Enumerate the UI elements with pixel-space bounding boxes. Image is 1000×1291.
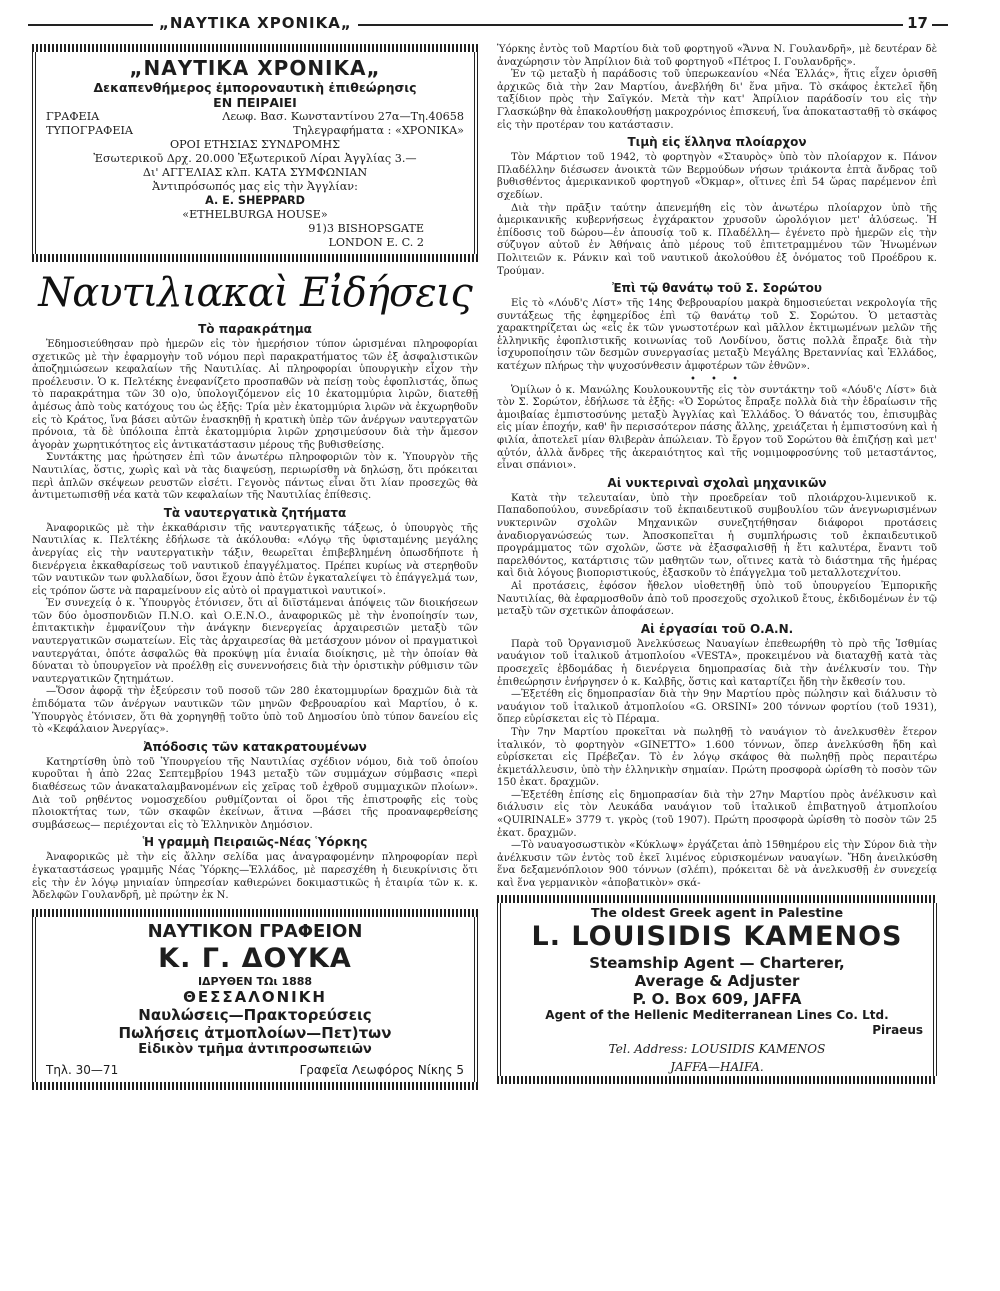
article-withholding — [32, 322, 478, 503]
article-heading: Αἱ ἐργασίαι τοῦ Ο.Α.Ν. — [640, 621, 794, 636]
rep-house: «ETHELBURGA HOUSE» — [182, 208, 328, 221]
masthead-box — [32, 52, 478, 254]
rep-line: Ἀντιπρόσωπός μας εἰς τὴν Ἀγγλίαν: — [152, 180, 358, 193]
article-heading: Ἀπόδοσις τῶν κατακρατουμένων — [143, 739, 367, 754]
ad-douka-tel: Τηλ. 30—71 — [46, 1062, 119, 1077]
ad-louisidis-line5: Piraeus — [872, 1022, 923, 1037]
rep-name: A. E. SHEPPARD — [205, 194, 305, 207]
article-continuation — [497, 44, 937, 132]
ad-louisidis — [497, 895, 937, 1084]
left-column — [32, 44, 478, 1090]
article-paragraph: Ἐδημοσιεύθησαν πρὸ ἡμερῶν εἰς τὸν ἡμερήσιον τύπον ὡρισμέναι πληροφορίαι σχετικῶς μὲ τὴν ἐφαρμογὴν τοῦ νόμου περὶ παρακρατήματος τῶν ἐξ ἀσφαλιστικῶν ἀποζημιώσεων κεφαλαίων τῆς Ναυτιλίας. Αἱ πληροφορίαι ὑπουργικὴν εἶχον τὴν προέλευσιν. Ὁ κ. Πελτέκης ἐνεφανίζετο προσπαθῶν νὰ πείσῃ τοὺς ἐφοπλιστάς, ὅπως τὸ παρακράτημα τῶν 30 ο)ο, ὑπολογιζόμενον εἰς 10 ἑκατομμύρια λιρῶν, διατεθῇ ἀμέσως ἀπὸ τοὺς κατόχους του ὡς ἑξῆς: Τρία μὲν ἑκατομμύρια λιρῶν νὰ ἐκχωρηθοῦν εἰς τὸ Κράτος, ἵνα βάσει αὐτῶν ἐνασκηθῇ ἡ κρατικὴ ὑπὲρ τῶν ἀνέργων ναυτεργατῶν πρόνοια, τὰ δὲ ὑπόλοιπα ἑπτὰ ἑκατομμύρια λιρῶν χρησιμεύσουν διὰ τὴν ἄμεσον ἀγορὰν χωρητικότητος εἰς ἀντικατάστασιν μέρους τῆς βυθισθείσης. — [32, 339, 478, 451]
ad-douka-footer — [46, 1062, 464, 1078]
article-return-of-detained — [32, 740, 478, 833]
ad-stripe-top — [32, 909, 478, 917]
running-title: „ΝΑΥΤΙΚΑ ΧΡΟΝΙΚΑ„ — [153, 14, 358, 32]
article-piraeus-ny-line — [32, 835, 478, 902]
article-paragraph: Ἀναφορικῶς μὲ τὴν εἰς ἄλλην σελίδα μας ἀναγραφομένην πληροφορίαν περὶ ἐγκαταστάσεως γραμμῆς Νέας Ὑόρκης—Ἑλλάδος, μὲ παρεσχέθη ἡ διευκρίνισις ὅτι εἰς τὴν ἐν λόγῳ μηνιαίαν ὑπηρεσίαν καθιερώνει δοκιμαστικῶς ἡ ἑταιρία τῶν κ. κ. Ἀδελφῶν Γουλανδρῆ, μὲ πρώτην ἐκ Ν. — [32, 852, 478, 902]
article-paragraph: Εἰς τὸ «Λόυδ'ς Λίστ» τῆς 14ης Φεβρουαρίου μακρὰ δημοσιεύεται νεκρολογία τῆς συντάξεως τῆς ἐφημερίδος ἐπὶ τῷ θανάτῳ τοῦ Σ. Σορώτου. Ὁ μεταστὰς χαρακτηρίζεται ὡς «εἷς ἐκ τῶν γνωστοτέρων καὶ μᾶλλον ἐκτιμωμένων μελῶν τῆς ἑλληνικῆς ἐφοπλιστικῆς κοινωνίας τοῦ Λονδίνου, ὅστις πολλὰ ἔπραξε διὰ τὴν ἰσχυροποίησιν τῶν δεσμῶν συνεργασίας μεταξὺ Μεγάλης Βρεταννίας καὶ Ἑλλάδος, κατέχων πλήρως τὴν ψυχοσύνθεσιν ἀμφοτέρων τῶν ἐθνῶν». — [497, 298, 937, 373]
ad-douka-box — [32, 917, 478, 1082]
ad-stripe-top — [497, 895, 937, 903]
article-paragraph: Ὑόρκης ἐντὸς τοῦ Μαρτίου διὰ τοῦ φορτηγοῦ «Ἄννα Ν. Γουλανδρῆ», μὲ δευτέραν δὲ ἀναχώρησιν τὸν Ἀπρίλιον διὰ τοῦ φορτηγοῦ «Πέτρος Ι. Γουλανδρῆς». — [497, 44, 937, 68]
masthead-stripe-bottom — [32, 254, 478, 262]
ad-louisidis-box — [497, 903, 937, 1076]
article-heading: Τὸ παρακράτημα — [198, 322, 312, 336]
running-header — [28, 14, 968, 36]
article-paragraph: —Ἐξετέθη ἐπίσης εἰς δημοπρασίαν διὰ τὴν 27ην Μαρτίου πρὸς ἀνέλκυσιν καὶ διάλυσιν εἰς τὸν Λευκάδα ναυάγιον τοῦ ἰταλικοῦ ἐπιβατηγοῦ ἀτμοπλοίου «QUIRINALE» 3779 τ. γκρὸς (τοῦ 1907). Πρώτη προσφορὰ ὡρίσθη τὸ ποσὸν τῶν 25 ἑκατ. δραχμῶν. — [497, 789, 937, 839]
ad-douka-name: Κ. Γ. ΔΟΥΚΑ — [158, 942, 352, 974]
article-paragraph: Συντάκτης μας ἠρώτησεν ἐπὶ τῶν ἀνωτέρω πληροφοριῶν τὸν κ. Ὑπουργὸν τῆς Ναυτιλίας, ὅστις, χωρὶς καὶ νὰ τὰς διαψεύσῃ, περιωρίσθη νὰ δηλώσῃ, ὅτι πρόκειται περὶ ἁπλῶν σκέψεων ρευστῶν εἰσέτι. Γεγονὸς πάντως εἶναι ὅτι λίαν προσεχῶς θὰ ἀντιμετωπισθῇ νέα κατὰ τῶν κεφαλαίων τῆς Ναυτιλίας ἐπίθεσις. — [32, 452, 478, 502]
ad-louisidis-top: The oldest Greek agent in Palestine — [590, 904, 844, 920]
article-paragraph: —Τὸ ναυαγοσωστικὸν «Κύκλωψ» ἐργάζεται ἀπὸ 15θημέρου εἰς τὴν Σύρον διὰ τὴν ἀνέλκυσιν τῶν ἐντὸς τοῦ ἐκεῖ λιμένος εὑρισκομένων ναυαγίων. Ἤδη ἀνειλκύσθη ἕνα δεξαμενόπλοιον 900 τόννων (σλέπι), πρόκειται δὲ νὰ ἀνελκυσθῇ ἐν συνεχείᾳ καὶ ἕνα γερμανικὸν «ἀποβατικὸν» σκά- — [497, 840, 937, 890]
rep-city: LONDON E. C. 2 — [328, 236, 424, 249]
article-paragraph: Αἱ προτάσεις, ἐφόσον ἤθελον υἱοθετηθῇ ὑπὸ τοῦ ὑπουργείου Ἐμπορικῆς Ναυτιλίας, θὰ ἐφαρμοσθοῦν ἀπὸ τοῦ προσεχοῦς σχολικοῦ ἔτους, ἐκδιδομένων ἐν τῷ μεταξὺ τῶν σχετικῶν ἀποφάσεων. — [497, 580, 937, 618]
article-heading: Αἱ νυκτεριναὶ σχολαὶ μηχανικῶν — [607, 475, 827, 490]
ad-douka-line7: Εἰδικὸν τμῆμα ἀντιπροσωπειῶν — [138, 1041, 372, 1057]
ad-douka-line1: ΝΑΥΤΙΚΟΝ ΓΡΑΦΕΙΟΝ — [147, 920, 363, 942]
article-heading: Τὰ ναυτεργατικὰ ζητήματα — [163, 505, 347, 520]
printing-row — [46, 124, 464, 138]
article-heading: Ἐπὶ τῷ θανάτῳ τοῦ Σ. Σορώτου — [612, 281, 822, 296]
ads-line: Δι' ΑΓΓΕΛΙΑΣ κλπ. ΚΑΤΑ ΣΥΜΦΩΝΙΑΝ — [142, 166, 368, 179]
article-night-schools — [497, 476, 937, 619]
ad-louisidis-line2: Average & Adjuster — [634, 971, 800, 990]
ad-louisidis-name: L. LOUISIDIS KAMENOS — [531, 920, 903, 952]
article-paragraph: Διὰ τὴν πρᾶξιν ταύτην ἀπενεμήθη εἰς τὸν ἀνωτέρω πλοίαρχον ὑπὸ τῆς ἀμερικανικῆς κυβερνήσεως ἐγχάρακτον χρυσοῦν ὡρολόγιον μετ' ἁλύσεως. Ἡ ἐπίδοσις τοῦ δώρου—ἐν ἀπουσίᾳ τοῦ κ. Πλαδέλλη— ἐγένετο πρὸ ἡμερῶν εἰς τὴν σύζυγον αὐτοῦ ἐν Ἀθήναις ἀπὸ μέρους τοῦ ἐπιτετραμμένου τῶν Ἡνωμένων Πολιτειῶν κ. Ράνκιν καὶ τοῦ ναυτικοῦ ἀκολούθου ἐξ ὀνόματος τοῦ Προέδρου κ. Τρούμαν. — [497, 202, 937, 277]
article-heading: Τιμὴ εἰς ἕλληνα πλοίαρχον — [627, 135, 807, 150]
ad-louisidis-tel1: Tel. Address: LOUSIDIS KAMENOS — [608, 1041, 826, 1056]
article-paragraph: Ἀναφορικῶς μὲ τὴν ἐκκαθάρισιν τῆς ναυτεργατικῆς τάξεως, ὁ ὑπουργὸς τῆς Ναυτιλίας κ. Πελτέκης ἐδήλωσε τὰ ἀκόλουθα: «Λόγῳ τῆς ὑφισταμένης μεγάλης ἀνεργίας εἰς τὴν ναυτεργατικὴν τάξιν, θεωρεῖται ἐπιβεβλημένη ὁπωσδήποτε ἡ διενέργεια ἐκκαθαρίσεως τοῦ ναυτικοῦ ἐπαγγέλματος. Πρέπει κυρίως νὰ στερηθοῦν τῶν ναυτικῶν των φυλλαδίων, ὅσοι ἔχουν ἀπὸ ἐτῶν ἐγκαταλείψει τὸ ἐπάγγελμά των, εἰς τρόπον ὥστε νὰ παραμείνουν εἰς αὐτὸ οἱ πραγματικοὶ ναυτικοί». — [32, 522, 478, 597]
page-number: 17 — [903, 14, 932, 32]
rep-street: 91)3 BISHOPSGATE — [308, 222, 424, 235]
offices-address: Λεωφ. Βασ. Κωνσταντίνου 27α—Τη.40658 — [222, 110, 464, 123]
ad-louisidis-tel2: JAFFA—HAIFA. — [670, 1059, 764, 1074]
article-paragraph: Ὁμίλων ὁ κ. Μανώλης Κουλουκουντῆς εἰς τὸν συντάκτην τοῦ «Λόυδ'ς Λίστ» διὰ τὸν Σ. Σορώτον, ἐδήλωσε τὰ ἑξῆς: «Ὁ Σορώτος ἔπραξε πολλὰ διὰ τὴν ἑδραίωσιν τῆς ἀμοιβαίας ἐμπιστοσύνης μεταξὺ Ἀγγλίας καὶ Ἑλλάδος. Ὁ θάνατός του, ἐπισυμβὰς εἰς μίαν ἐποχήν, καθ' ἣν περισσότερον πάσης ἄλλης, χρειάζεται ἡ ἐμπιστοσύνη καὶ ἡ φιλία, ἀποτελεῖ μίαν θλιβερὰν ἀπώλειαν. Τὸ ἔργον τοῦ Σορώτου θὰ ἐπιζήσῃ καὶ μετ' αὐτόν, ἀλλὰ ἄνδρες τῆς ἀκεραιότητος καὶ τῆς νομιμοφροσύνης τοῦ μεταστάντος, εἶναι σπάνιοι». — [497, 384, 937, 472]
telegrams: Τηλεγραφήματα : «ΧΡΟΝΙΚΑ» — [293, 124, 464, 137]
article-paragraph: Ἐν τῷ μεταξὺ ἡ παράδοσις τοῦ ὑπερωκεανίου «Νέα Ἑλλάς», ἥτις εἶχεν ὁρισθῆ ἀρχικῶς διὰ τὴν 2αν Μαρτίου, ἀνεβλήθη δι' ἕνα μῆνα. Τὸ σκάφος ἐκτελεῖ ἤδη ταξίδιον πρὸς τὴν Σαϊγκόν. Μετὰ τὴν κατ' Ἀπρίλιον παράδοσίν του εἰς τὴν Γλασκώβην θὰ ἐπακολουθήσῃ μακροχρόνιος ἐπισκευή, ἵνα ἀποκατασταθῇ τὸ σκάφος εἰς τὴν προτέραν του κατάστασιν. — [497, 69, 937, 131]
ad-douka-address: Γραφεῖα Λεωφόρος Νίκης 5 — [299, 1062, 464, 1077]
ad-douka-city: ΘΕΣΣΑΛΟΝΙΚΗ — [183, 987, 327, 1006]
ad-douka-line5: Ναυλώσεις—Πρακτορεύσεις — [138, 1005, 372, 1024]
subscription-line: Ἐσωτερικοῦ Δρχ. 20.000 Ἐξωτερικοῦ Λίραι Ἀγγλίας 3.— — [93, 152, 417, 165]
ad-louisidis-line4: Agent of the Hellenic Mediterranean Lines Co. Ltd. — [545, 1007, 889, 1022]
masthead-title: „ΝΑΥΤΙΚΑ ΧΡΟΝΙΚΑ„ — [129, 56, 381, 80]
section-title: Ναυτιλιακαὶ Εἰδήσεις — [38, 270, 472, 316]
masthead-subtitle: Δεκαπενθήμερος ἐμποροναυτικὴ ἐπιθεώρησις — [93, 80, 417, 95]
ad-stripe-bottom — [497, 1076, 937, 1084]
ad-douka-line6: Πωλήσεις ἀτμοπλοίων—Πετ)των — [118, 1023, 392, 1042]
masthead-stripe-top — [32, 44, 478, 52]
article-captain-honor — [497, 135, 937, 278]
article-paragraph: Τὸν Μάρτιον τοῦ 1942, τὸ φορτηγὸν «Σταυρὸς» ὑπὸ τὸν πλοίαρχον κ. Πάνον Πλαδέλλην διέσωσεν ἀνοικτὰ τῶν Βερμούδων νήσων τριάκοντα ἑπτὰ ἄνδρας τοῦ βυθισθέντος ἀμερικανικοῦ φορτηγοῦ «Ὀκμαρ», οἵτινες ἐπὶ 54 ὥρας παρέμενον ἐπὶ σχεδίων. — [497, 152, 937, 201]
article-paragraph: Κατὰ τὴν τελευταίαν, ὑπὸ τὴν προεδρείαν τοῦ πλοιάρχου-λιμενικοῦ κ. Παπαδοπούλου, συνεδρίασιν τοῦ ἐκπαιδευτικοῦ συμβουλίου τῶν ἀνεγνωρισμένων νυκτερινῶν σχολῶν Μηχανικῶν συνεζητήθησαν διάφοροι προτάσεις ἀναδιοργανώσεώς των. Ἀποσκοπεῖται ἡ συμπλήρωσις τοῦ ἐκπαιδευτικοῦ προγράμματος τῶν σχολῶν, ὥστε νὰ ἐξασφαλισθῇ ἡ ἔτι καλυτέρα, ἔναντι τοῦ παρελθόντος, κατάρτισις τῶν μαθητῶν των, οἵτινες κατὰ τὸ διάστημα τῆς ἡμέρας καὶ διὰ λόγους βιοποριστικούς, ἐξασκοῦν τὸ ἐπάγγελμα τοῦ μεταλλοτεχνίτου. — [497, 492, 937, 580]
article-heading: Ἡ γραμμὴ Πειραιῶς-Νέας Ὑόρκης — [142, 835, 368, 850]
article-paragraph: —Ἐξετέθη εἰς δημοπρασίαν διὰ τὴν 9ην Μαρτίου πρὸς πώλησιν καὶ διάλυσιν τὸ ναυάγιον τοῦ ἰταλικοῦ ἀτμοπλοίου «G. ORSINI» 200 τόννων φορτίου (τοῦ 1931), ὅπερ εὑρίσκεται εἰς τὸ Πέραμα. — [497, 689, 937, 726]
article-seamen-issues — [32, 506, 478, 737]
separator-dots: • • • — [689, 373, 745, 385]
article-paragraph: Ἐν συνεχείᾳ ὁ κ. Ὑπουργὸς ἐτόνισεν, ὅτι αἱ διϊστάμεναι ἀπόψεις τῶν διοικήσεων τῶν δύο ὁμοσπονδιῶν Π.Ν.Ο. καὶ Ο.Ε.Ν.Ο., ἀναφορικῶς μὲ τὴν ἑνοποίησίν των, ἐπιτακτικὴν ἐμφανίζουν τὴν ἀνάγκην διενεργείας ἀρχαιρεσιῶν μεταξὺ τῶν ναυτεργατικῶν σωματείων. Εἰς τὰς ἀρχαιρεσίας θὰ μετάσχουν μόνον οἱ πραγματικοὶ ναυτεργάται, ὁπότε ἀσφαλῶς θὰ προκύψῃ μία ἑνιαία διοίκησις, μὲ τὴν ὁποίαν θὰ δύναται τὸ ὑπουργεῖον νὰ προέλθῃ εἰς συνεννοήσεις διὰ τὴν ὁριστικὴν ρύθμισιν τῶν ναυτεργατικῶν ζητημάτων. — [32, 598, 478, 685]
subscription-title: ΟΡΟΙ ΕΤΗΣΙΑΣ ΣΥΝΔΡΟΜΗΣ — [169, 138, 341, 151]
article-paragraph: Παρὰ τοῦ Ὀργανισμοῦ Ἀνελκύσεως Ναυαγίων ἐπεθεωρήθη τὸ πρὸ τῆς Ἰσθμίας ναυάγιον τοῦ ἰταλικοῦ ἀτμοπλοίου «VESTA», προκειμένου νὰ διαταχθῇ κατὰ τὰς προσεχεῖς ἑβδομάδας ἡ διενέργεια δημοπρασίας διὰ τὴν ἀνέλκυσίν του. Τὴν ἐπιθεώρησιν ἐνήργησεν ὁ κ. Καλβῆς, ὅστις καὶ καταρτίζει ἤδη τὴν ἔκθεσίν του. — [497, 638, 937, 688]
right-column — [497, 44, 937, 1084]
ad-stripe-bottom — [32, 1082, 478, 1090]
masthead-location: ΕΝ ΠΕΙΡΑΙΕΙ — [213, 95, 297, 110]
printing-label: ΤΥΠΟΓΡΑΦΕΙΑ — [46, 124, 133, 137]
article-sorotos — [497, 281, 937, 473]
article-oan-works — [497, 622, 937, 891]
ad-douka-founded: ΙΔΡΥΘΕΝ ΤΩι 1888 — [197, 974, 313, 988]
article-paragraph: Κατηρτίσθη ὑπὸ τοῦ Ὑπουργείου τῆς Ναυτιλίας σχέδιον νόμου, διὰ τοῦ ὁποίου κυροῦται ἡ ἀπὸ 22ας Σεπτεμβρίου 1943 μεταξὺ τῶν συμμάχων σύμβασις «περὶ διαθέσεως τῶν ἀνακαταλαμβανομένων εἰς χεῖρας τοῦ ἐχθροῦ συμμαχικῶν πλοίων». Διὰ τοῦ ρηθέντος νομοσχεδίου ρυθμίζονται οἱ ὅροι τῆς ἐπιστροφῆς εἰς τοὺς πλοιοκτήτας των, τῶν σκαφῶν ἐκείνων, ἅτινα —βάσει τῆς προαναφερθείσης συμβάσεως— περιέχονται εἰς τὸ Ἑλληνικὸν Δημόσιον. — [32, 756, 478, 831]
ad-louisidis-line1: Steamship Agent — Charterer, — [589, 953, 845, 972]
offices-row — [46, 110, 464, 124]
ad-douka — [32, 909, 478, 1090]
offices-label: ΓΡΑΦΕΙΑ — [46, 110, 100, 123]
article-paragraph: —Ὅσον ἀφορᾷ τὴν ἐξεύρεσιν τοῦ ποσοῦ τῶν 280 ἑκατομμυρίων δραχμῶν διὰ τὰ ἐπιδόματα τῶν ἀνέργων ναυτικῶν τῶν μηνῶν Φεβρουαρίου καὶ Μαρτίου, ὁ κ. Ὑπουργὸς ἐτόνισεν, ὅτι θὰ χορηγηθῇ τοῦτο ὑπὸ τοῦ Δημοσίου ὑπὸ τύπον δανείου εἰς τὸ «Κεφάλαιον Ἀνεργίας». — [32, 686, 478, 736]
article-paragraph: Τὴν 7ην Μαρτίου προκεῖται νὰ πωληθῇ τὸ ναυάγιον τὸ ἀνελκυσθὲν ἕτερον ἰταλικόν, τὸ φορτηγὸν «GINETTO» 1.600 τόννων, ὅπερ ἀνελκύσθη ἤδη καὶ εὑρίσκεται εἰς Πρέβεζαν. Τὸ ἐν λόγῳ σκάφος θὰ πωληθῇ πρὸς περαιτέρω ἐκμετάλλευσιν, ὑπὸ τὴν ἑλληνικὴν σημαίαν. Πρώτη προσφορὰ ὡρίσθη τὸ ποσὸν τῶν 150 ἑκατ. δραχμῶν. — [497, 726, 937, 789]
ad-louisidis-line3: P. O. Box 609, JAFFA — [632, 989, 802, 1008]
